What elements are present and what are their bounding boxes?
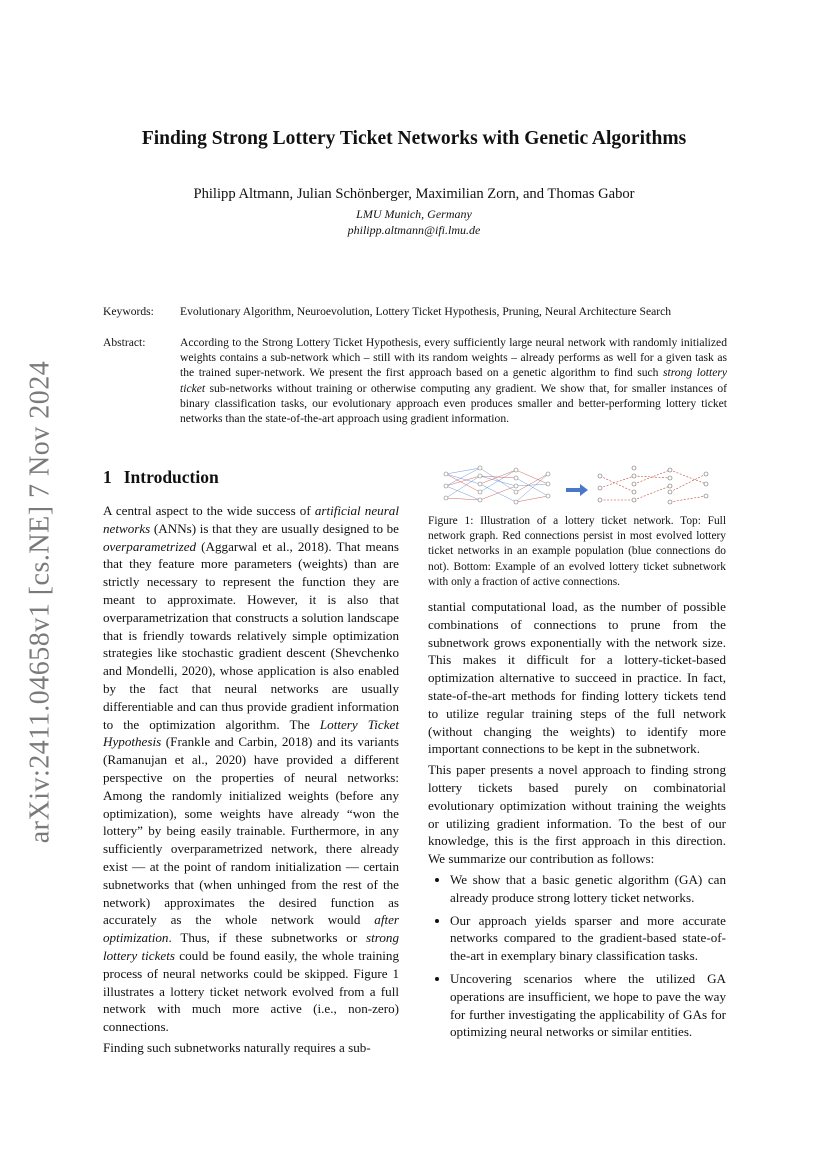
section-heading	[103, 467, 219, 488]
abstract-part: sub-networks without training or otherwise computing any gradient. We show that, for smaller instances of binary classification tasks, our evolutionary approach even produces smaller and better-performing lottery ticket networks than the state-of-the-art approach using gradient information.	[180, 381, 727, 426]
arxiv-identifier-text: arXiv:2411.04658v1 [cs.NE] 7 Nov 2024	[24, 360, 56, 844]
arxiv-identifier	[18, 360, 62, 844]
right-paragraph-2: This paper presents a novel approach to finding strong lottery tickets based purely on combinatorial evolutionary optimization without training the weights or utilizing gradient information. To the best of our knowledge, this is the first approach in this direction. We summarize our contribution as follows:	[428, 762, 726, 867]
affiliation-block	[80, 207, 748, 238]
figure-caption: Figure 1: Illustration of a lottery ticket network. Top: Full network graph. Red connections persist in most evolved lottery ticket networks in an example population (blue connections do not). Bottom: Example of an evolved lottery ticket subnetwork with only a fraction of active connections.	[428, 515, 726, 588]
author-list: Philipp Altmann, Julian Schönberger, Maximilian Zorn, and Thomas Gabor	[193, 186, 635, 202]
author-email: philipp.altmann@ifi.lmu.de	[347, 222, 481, 237]
abstract-text	[180, 335, 727, 426]
contribution-list	[428, 871, 726, 1041]
lottery-ticket-figure	[440, 462, 728, 510]
continuation-paragraph: Finding such subnetworks naturally requires a sub-	[103, 1039, 371, 1055]
abstract-label: Abstract:	[103, 336, 146, 349]
affiliation: LMU Munich, Germany	[356, 207, 472, 221]
evolved-subnetwork-graph	[598, 466, 708, 504]
left-column	[103, 502, 399, 1060]
full-network-graph	[444, 466, 550, 504]
contribution-item: • We show that a basic genetic algorithm (GA) can already produce strong lottery ticket networks.	[450, 871, 726, 907]
contribution-item: • Uncovering scenarios where the utilized GA operations are insufficient, we hope to pave the way for further investigating the applicability of GAs for optimizing neural networks or similar entities.	[450, 970, 726, 1041]
right-column	[428, 598, 726, 1046]
arrow-icon	[566, 484, 588, 496]
contribution-item: • Our approach yields sparser and more accurate networks compared to the gradient-based state-of-the-art in exemplary binary classification tasks.	[450, 912, 726, 965]
abstract-emphasis: strong lottery ticket	[180, 366, 727, 395]
keywords-row	[103, 304, 727, 319]
right-paragraph-1: stantial computational load, as the number of possible combinations of connections to prune from the subnetwork grows exponentially with the network size. This makes it difficult for a lottery-ticket-based optimization alternative to succeed in practice. In fact, state-of-the-art methods for finding lottery tickets tend to utilize regular training steps of the full network (without changing the weights) to identify more important connections to be kept in the subnetwork.	[428, 599, 726, 757]
keywords-label: Keywords:	[103, 305, 154, 318]
paper-title: Finding Strong Lottery Ticket Networks with Genetic Algorithms	[141, 128, 687, 149]
section-title: Introduction	[123, 467, 219, 487]
abstract-row	[103, 335, 727, 426]
intro-paragraph: A central aspect to the wide success of artificial neural networks (ANNs) is that they are usually designed to be overparametrized (Aggarwal et al., 2018). That means that they feature more parameters (weights) than are strictly necessary to represent the function they are meant to approximate. However, it is also that overparametrization that constructs a solution landscape that is friendly towards relatively simple optimization strategies like stochastic gradient descent (Shevchenko and Mondelli, 2020), whose application is also enabled by the fact that neural networks are usually differentiable and can thus provide gradient information to the optimization algorithm. The Lottery Ticket Hypothesis (Frankle and Carbin, 2018) and its variants (Ramanujan et al., 2020) have provided a different perspective on the properties of neural networks: Among the randomly initialized weights (before any optimization), some weights have already “won the lottery” by being easily trainable. Furthermore, in any sufficiently overparametrized network, there already exist — at the point of random initialization — certain subnetworks that (when unhinged from the rest of the network) approximates the desired function as accurately as the whole network would after optimization. Thus, if these subnetworks or strong lottery tickets could be found easily, the whole training process of neural networks could be skipped. Figure 1 illustrates a lottery ticket network evolved from a full network with much more active (i.e., non-zero) connections.	[103, 503, 399, 1035]
keywords-text: Evolutionary Algorithm, Neuroevolution, Lottery Ticket Hypothesis, Pruning, Neural Architecture Search	[180, 305, 672, 318]
section-number: 1	[103, 467, 112, 487]
abstract-part: According to the Strong Lottery Ticket Hypothesis, every sufficiently large neural network with randomly initialized weights contains a sub-network which – still with its random weights – already performs as well for a given task as the trained super-network. We present the first approach based on a genetic algorithm to find such	[180, 336, 727, 380]
